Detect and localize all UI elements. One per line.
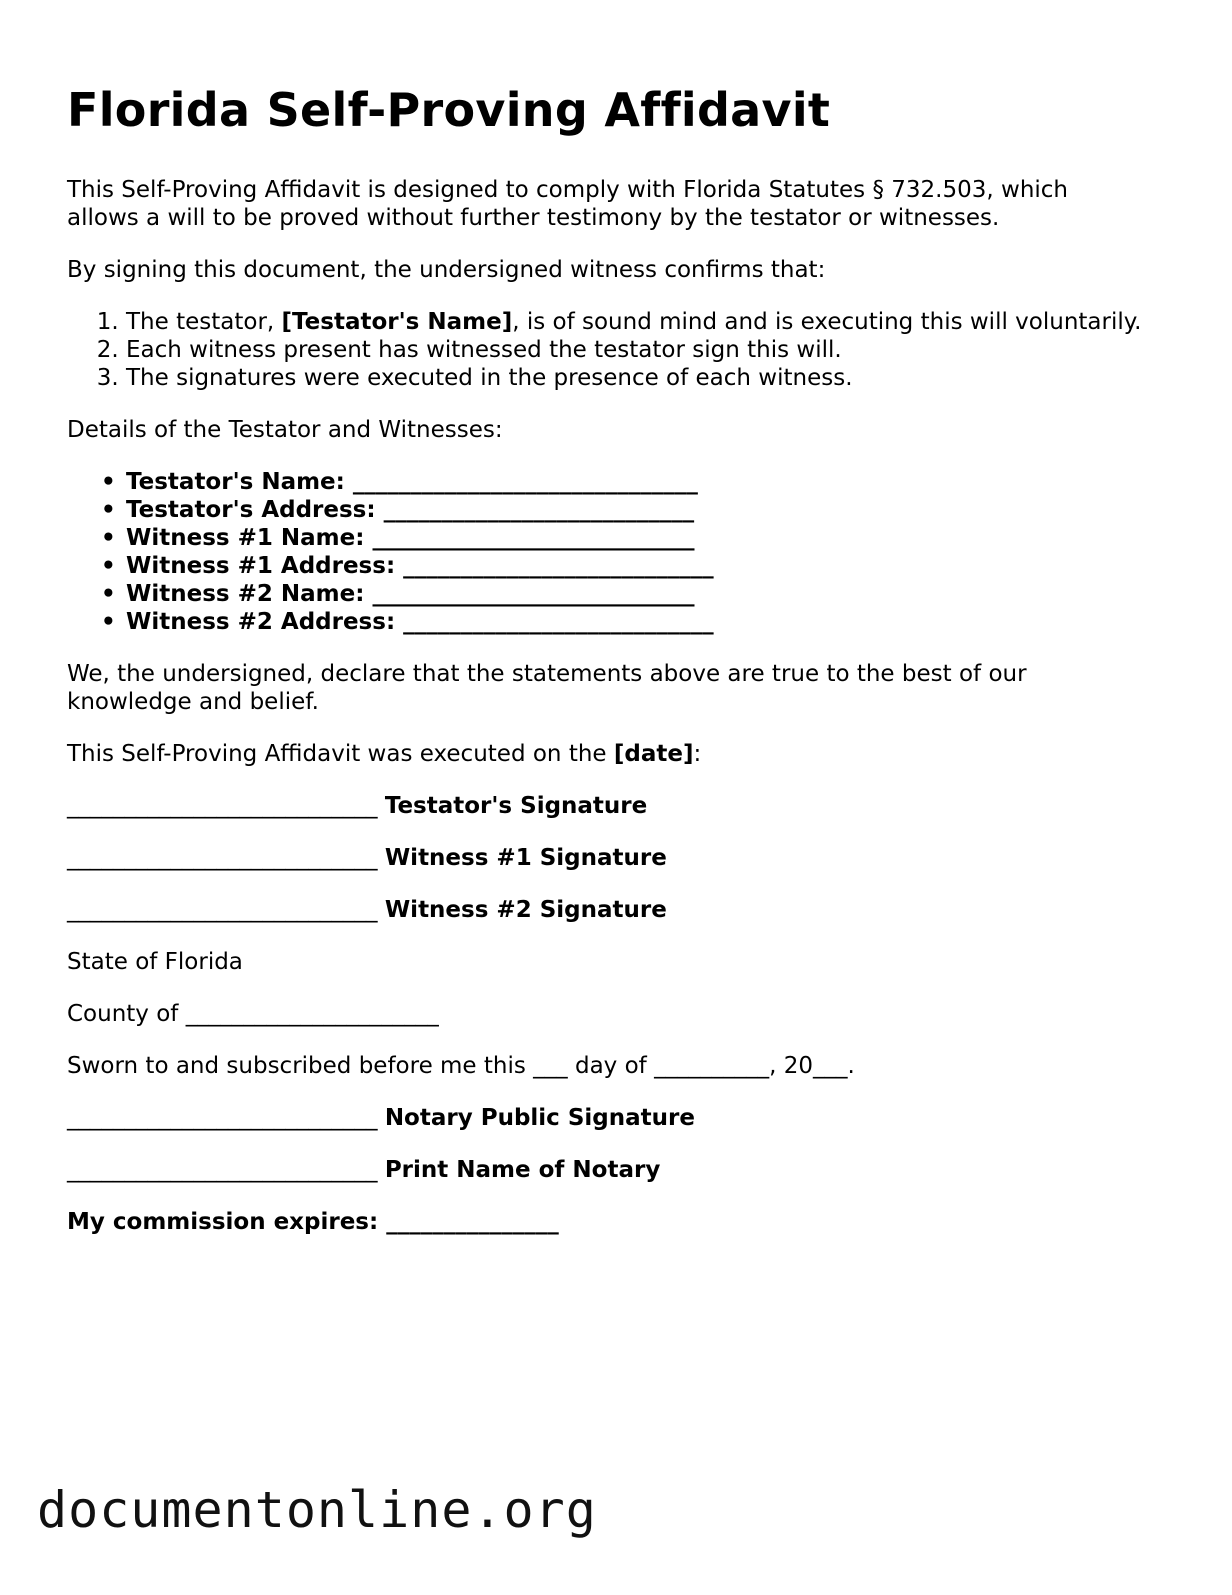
- bullet-icon: •: [101, 497, 116, 523]
- detail-item-witness1-name: [101, 524, 1167, 552]
- bullet-icon: •: [101, 525, 116, 551]
- signature-label: Testator's Signature: [384, 793, 648, 819]
- signature-blank: ___________________________: [67, 845, 378, 871]
- signature-blank: ___________________________: [67, 897, 378, 923]
- testator-signature-line: [67, 792, 1167, 820]
- detail-item-witness2-address: [101, 608, 1167, 636]
- details-lead: Details of the Testator and Witnesses:: [67, 417, 503, 443]
- detail-blank: ___________________________: [383, 497, 695, 523]
- executed-suffix: :: [693, 741, 702, 767]
- document-page: [67, 82, 1167, 1260]
- document-title: Florida Self-Proving Affidavit: [67, 83, 831, 137]
- bullet-icon: •: [101, 553, 116, 579]
- watermark-text: documentonline.org: [37, 1481, 597, 1539]
- signature-blank: ___________________________: [67, 1105, 378, 1131]
- county-line: County of ______________________: [67, 1001, 439, 1027]
- notary-print-name-line: [67, 1156, 1167, 1184]
- confirmations-list: [67, 308, 1167, 392]
- confirm-lead: By signing this document, the undersigned witness confirms that:: [67, 257, 826, 283]
- detail-item-testator-address: [101, 496, 1167, 524]
- signature-label: Witness #1 Signature: [384, 845, 667, 871]
- detail-blank: ____________________________: [372, 581, 695, 607]
- notary-signature-line: [67, 1104, 1167, 1132]
- detail-blank: ______________________________: [352, 469, 698, 495]
- witness2-signature-line: [67, 896, 1167, 924]
- detail-label: Witness #1 Name:: [126, 525, 365, 551]
- detail-item-witness2-name: [101, 580, 1167, 608]
- testator-name-placeholder: [Testator's Name]: [281, 309, 513, 335]
- detail-blank: ____________________________: [372, 525, 695, 551]
- witness1-signature-line: [67, 844, 1167, 872]
- signature-label: Notary Public Signature: [384, 1105, 695, 1131]
- detail-label: Witness #2 Address:: [126, 609, 396, 635]
- date-placeholder: [date]: [613, 741, 694, 767]
- detail-blank: ___________________________: [403, 609, 714, 635]
- executed-line: [67, 740, 1167, 768]
- bullet-icon: •: [101, 609, 116, 635]
- detail-item-testator-name: [101, 468, 1167, 496]
- detail-label: Witness #2 Name:: [126, 581, 365, 607]
- confirmation-item: 3. The signatures were executed in the presence of each witness.: [126, 364, 1167, 392]
- detail-label: Testator's Name:: [126, 469, 345, 495]
- bullet-icon: •: [101, 581, 116, 607]
- bullet-icon: •: [101, 469, 116, 495]
- signature-label: Witness #2 Signature: [384, 897, 667, 923]
- signature-blank: ___________________________: [67, 1157, 378, 1183]
- confirmation-item: [126, 308, 1167, 336]
- sworn-line: Sworn to and subscribed before me this ___ day of __________, 20___.: [67, 1053, 855, 1079]
- details-list: [67, 468, 1167, 636]
- signature-label: Print Name of Notary: [384, 1157, 661, 1183]
- declaration-paragraph: We, the undersigned, declare that the statements above are true to the best of our knowledge and belief.: [67, 661, 1027, 715]
- detail-blank: ___________________________: [403, 553, 714, 579]
- executed-prefix: This Self-Proving Affidavit was executed on the: [67, 741, 614, 767]
- signature-blank: ___________________________: [67, 793, 378, 819]
- detail-item-witness1-address: [101, 552, 1167, 580]
- confirmation-prefix: The testator,: [126, 309, 282, 335]
- confirmation-suffix: , is of sound mind and is executing this will voluntarily.: [512, 309, 1142, 335]
- intro-paragraph: This Self-Proving Affidavit is designed to comply with Florida Statutes § 732.503, which allows a will to be proved without further testimony by the testator or witnesses.: [67, 177, 1069, 231]
- detail-label: Witness #1 Address:: [126, 553, 396, 579]
- detail-label: Testator's Address:: [126, 497, 376, 523]
- commission-line: My commission expires: _______________: [67, 1209, 559, 1235]
- state-line: State of Florida: [67, 949, 243, 975]
- confirmation-item: 2. Each witness present has witnessed the testator sign this will.: [126, 336, 1167, 364]
